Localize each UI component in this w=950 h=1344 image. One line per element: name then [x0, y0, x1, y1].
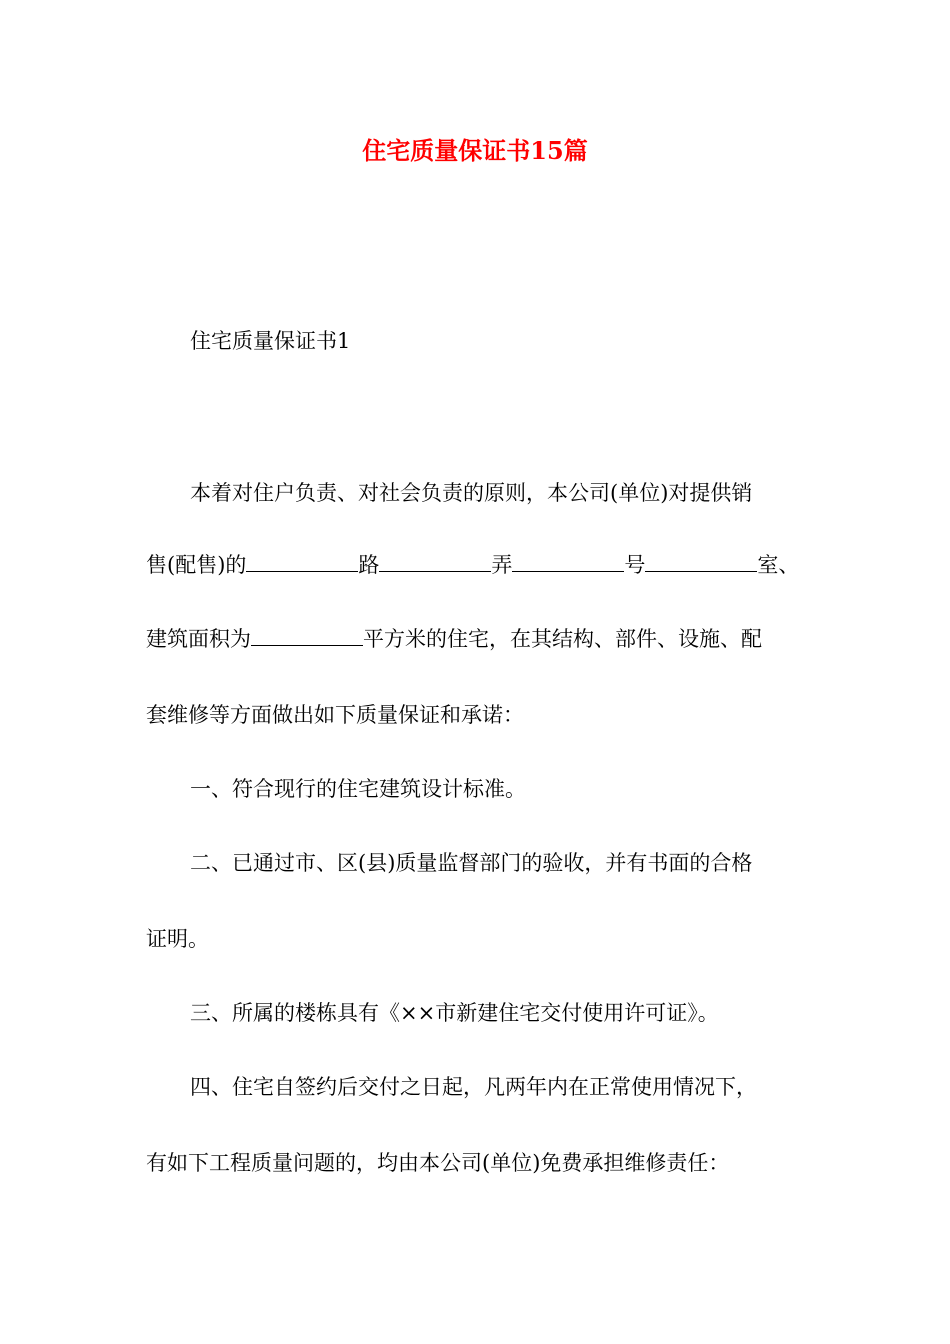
document-title: 住宅质量保证书15篇 [362, 136, 588, 165]
text-fragment: 路 [358, 553, 380, 577]
text-fragment: 号 [624, 553, 646, 577]
list-item-3: 三、所属的楼栋具有《××市新建住宅交付使用许可证》。 [190, 1001, 719, 1025]
list-item-4-continued: 有如下工程质量问题的，均由本公司(单位)免费承担维修责任： [146, 1151, 730, 1175]
list-item-1: 一、符合现行的住宅建筑设计标准。 [190, 777, 526, 801]
text-fragment: 建筑面积为 [146, 627, 251, 651]
fill-in-blank-number [512, 553, 624, 572]
paragraph-line-with-blanks [146, 550, 799, 580]
fill-in-blank-lane [379, 553, 491, 572]
paragraph-line: 套维修等方面做出如下质量保证和承诺： [146, 703, 524, 727]
fill-in-blank-area [251, 627, 363, 646]
fill-in-blank-room [645, 553, 757, 572]
text-fragment: 弄 [491, 553, 513, 577]
list-item-4: 四、住宅自签约后交付之日起，凡两年内在正常使用情况下， [190, 1075, 757, 1099]
fill-in-blank-road [246, 553, 358, 572]
text-fragment: 售(配售)的 [146, 553, 247, 577]
text-fragment: 平方米的住宅，在其结构、部件、设施、配 [363, 627, 762, 651]
text-fragment: 室、 [757, 553, 800, 577]
section-heading: 住宅质量保证书1 [190, 329, 351, 353]
paragraph-line-with-blank [146, 624, 762, 654]
list-item-2: 二、已通过市、区(县)质量监督部门的验收，并有书面的合格 [190, 851, 753, 875]
paragraph-line: 本着对住户负责、对社会负责的原则，本公司(单位)对提供销 [190, 481, 753, 505]
list-item-2-continued: 证明。 [146, 927, 209, 951]
